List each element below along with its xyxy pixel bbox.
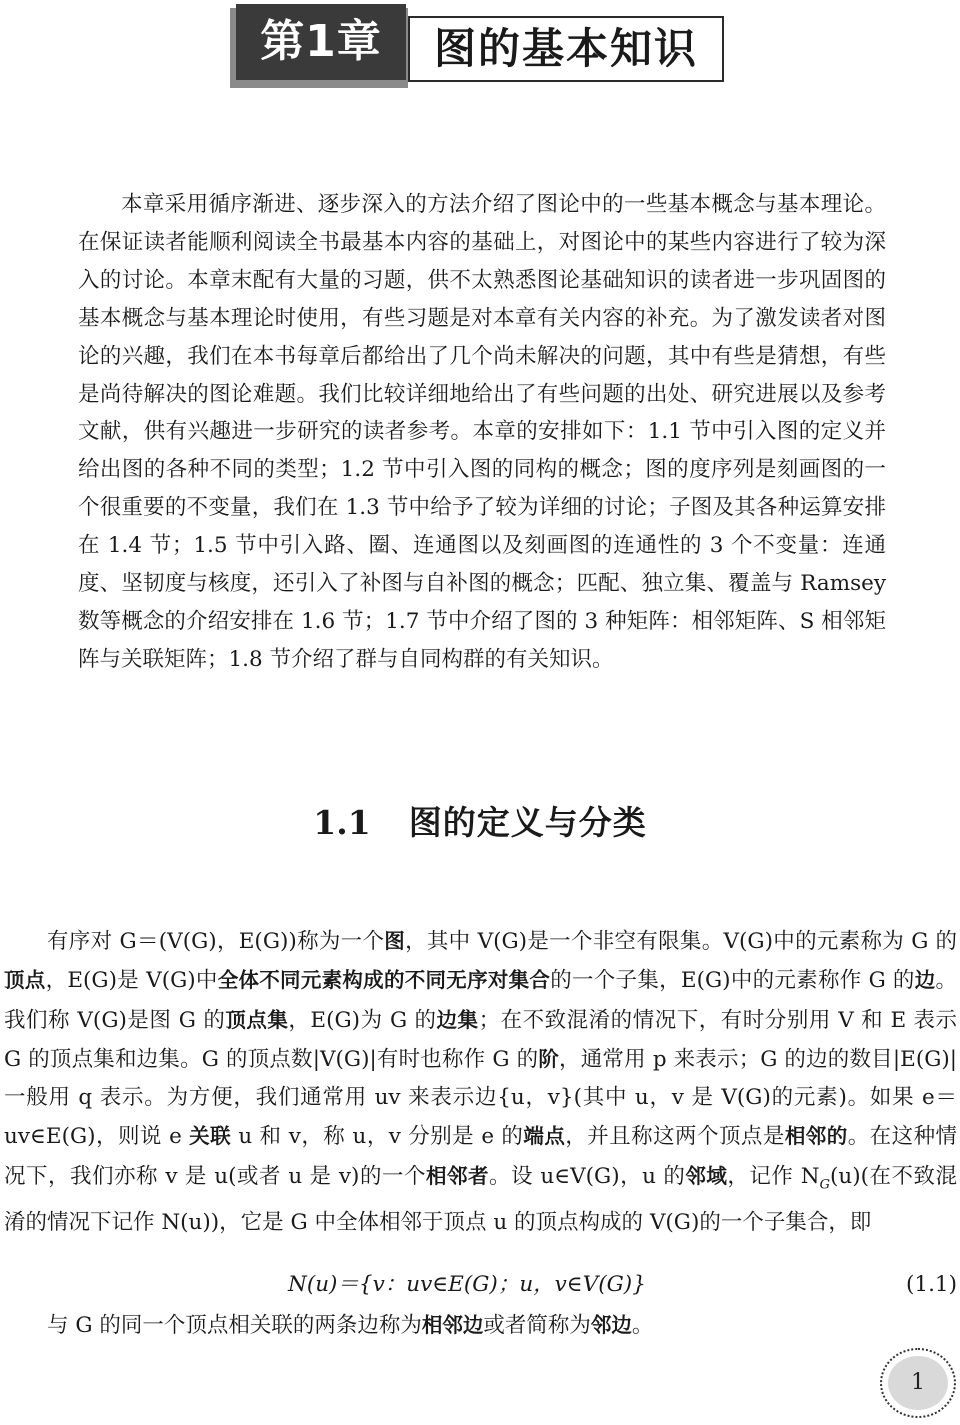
page-number: 1 — [888, 1356, 948, 1410]
term-neighborhood: 邻域 — [685, 1163, 728, 1188]
text-run: 与 G 的同一个顶点相关联的两条边称为 — [47, 1313, 422, 1338]
page-number-badge — [880, 1348, 956, 1418]
text-run: 的一个子集，E(G)中的元素称作 G 的 — [550, 968, 915, 994]
text-run: ；在不致混淆的情况下，有时分别用 V 和 E 表示 G 的顶点集和边集。G 的顶点数|V(G)|有时也称作 G 的 — [4, 1007, 958, 1072]
chapter-title: 图的基本知识 — [408, 16, 724, 82]
text-run: ，记作 N — [727, 1163, 820, 1189]
text-run: ，并且称这两个顶点是 — [565, 1124, 785, 1150]
section-number: 1.1 — [313, 803, 371, 842]
text-run: ，通常用 p 来表示；G 的边的数目|E(G)|一般用 q 表示。为方便，我们通常用 uv 来表示边{u，v}(其中 u，v 是 V(G)的元素)。如果 e＝uv∈E(G)，则说 e — [4, 1046, 958, 1150]
text-run: 。在这种情况下，我们亦称 v 是 u(或者 u 是 v)的一个 — [4, 1124, 958, 1189]
text-run: 。我们称 V(G)是图 G 的 — [4, 968, 957, 1033]
adjacent-edges-paragraph — [4, 1306, 957, 1345]
chapter-header — [230, 4, 722, 88]
term-adjacent: 相邻的 — [784, 1124, 848, 1149]
definition-paragraph — [4, 922, 957, 1243]
section-title: 图的定义与分类 — [408, 803, 647, 842]
text-run: ，E(G)为 G 的 — [288, 1007, 437, 1033]
term-vertex-set: 顶点集 — [225, 1007, 289, 1032]
text-run: 有序对 G＝(V(G)，E(G))称为一个 — [47, 929, 385, 954]
subscript-g: G — [819, 1177, 830, 1193]
intro-paragraph: 本章采用循序渐进、逐步深入的方法介绍了图论中的一些基本概念与基本理论。在保证读者能顺利阅读全书最基本内容的基础上，对图论中的某些内容进行了较为深入的讨论。本章末配有大量的习题，供不太熟悉图论基础知识的读者进一步巩固图的基本概念与基本理论时使用，有些习题是对本章有关内容的补充。为了激发读者对图论的兴趣，我们在本书每章后都给出了几个尚未解决的问题，其中有些是猜想，有些是尚待解决的图论难题。我们比较详细地给出了有些问题的出处、研究进展以及参考文献，供有兴趣进一步研究的读者参考。本章的安排如下：1.1 节中引入图的定义并给出图的各种不同的类型；1.2 节中引入图的同构的概念；图的度序列是刻画图的一个很重要的不变量，我们在 1.3 节中给予了较为详细的讨论；子图及其各种运算安排在 1.4 节；1.5 节中引入路、圈、连通图以及刻画图的连通性的 3 个不变量：连通度、坚韧度与核度，还引入了补图与自补图的概念；匹配、独立集、覆盖与 Ramsey 数等概念的介绍安排在 1.6 节；1.7 节中介绍了图的 3 种矩阵：相邻矩阵、S 相邻矩阵与关联矩阵；1.8 节介绍了群与自同构群的有关知识。 — [78, 192, 886, 672]
term-vertex: 顶点 — [4, 968, 46, 993]
formula-line — [4, 1266, 957, 1304]
section-heading — [0, 798, 960, 848]
text-run: 或者简称为 — [483, 1313, 591, 1338]
term-edge: 边 — [914, 968, 936, 993]
neighborhood-formula: N(u)＝{v：uv∈E(G)；u，v∈V(G)} — [288, 1272, 646, 1297]
text-run: u 和 v，称 u，v 分别是 e 的 — [231, 1124, 524, 1150]
term-endpoint: 端点 — [523, 1124, 566, 1149]
text-run: ，E(G)是 V(G)中 — [45, 968, 218, 994]
term-unordered-pairs: 全体不同元素构成的不同无序对集合 — [217, 968, 551, 993]
term-neighbor: 相邻者 — [425, 1163, 490, 1188]
term-edge-set: 边集 — [436, 1007, 479, 1032]
term-adjacent-edges: 相邻边 — [421, 1313, 484, 1337]
text-run: ，其中 V(G)是一个非空有限集。V(G)中的元素称为 G 的 — [405, 929, 957, 954]
term-order: 阶 — [538, 1046, 560, 1071]
term-adjacent-edge-short: 邻边 — [590, 1313, 632, 1337]
text-run: (u)(在不致混淆的情况下记作 N(u))，它是 G 中全体相邻于顶点 u 的顶点构成的 V(G)的一个子集合，即 — [4, 1163, 958, 1236]
equation-number: (1.1) — [906, 1272, 957, 1297]
text-run: 。设 u∈V(G)，u 的 — [489, 1163, 686, 1189]
term-graph: 图 — [384, 929, 406, 953]
chapter-label: 第1章 — [236, 4, 406, 80]
text-run: 。 — [631, 1313, 654, 1338]
term-incident: 关联 — [189, 1124, 232, 1149]
